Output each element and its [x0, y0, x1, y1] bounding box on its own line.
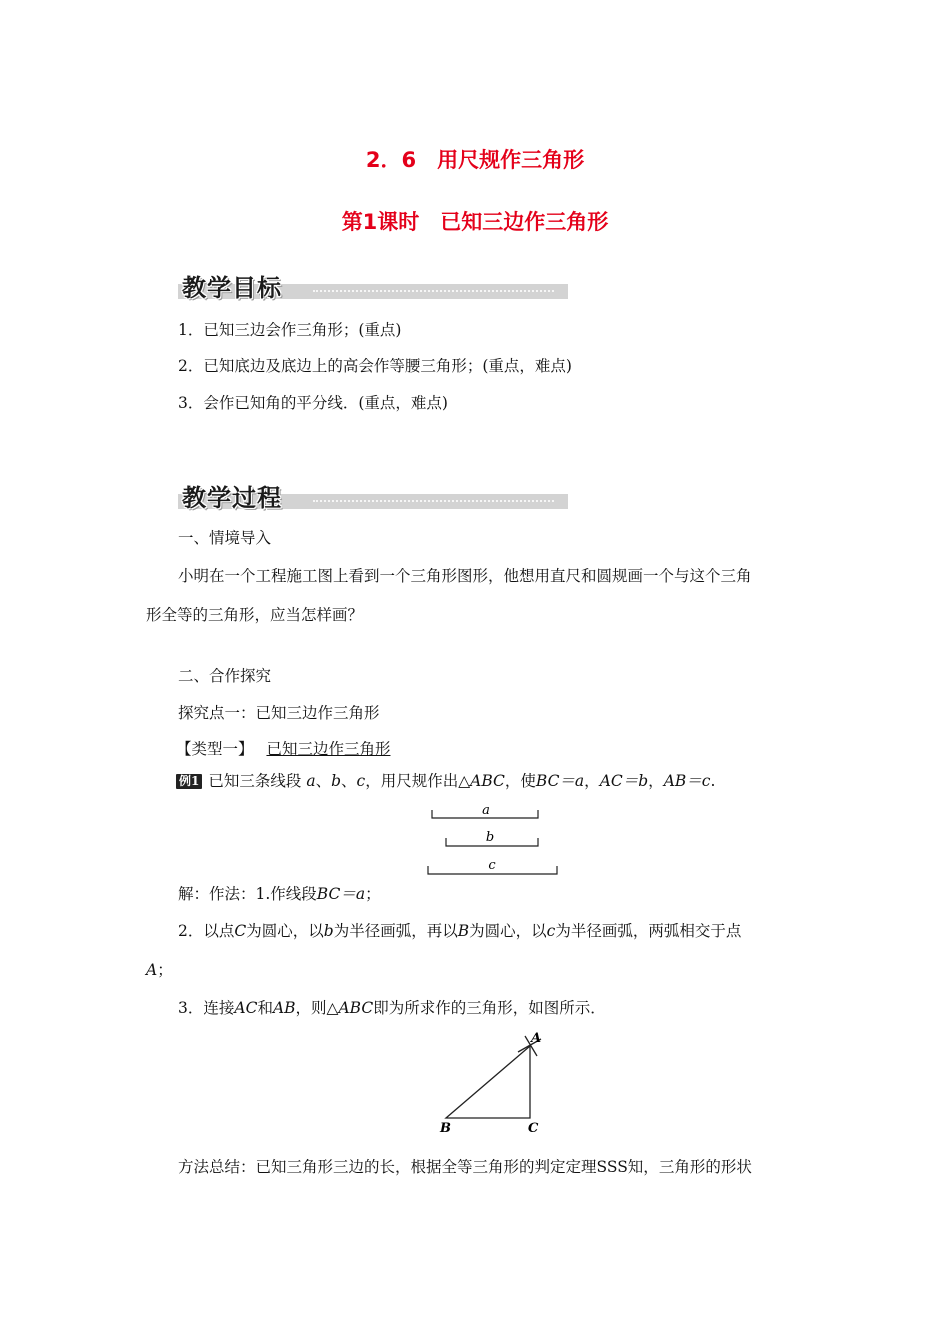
goal-item: 2．已知底边及底边上的高会作等腰三角形；(重点，难点): [178, 357, 572, 375]
goal-item: 3．会作已知角的平分线．(重点，难点): [178, 394, 448, 412]
example-text: ，用尺规作出△: [365, 772, 471, 790]
type-title: 已知三边作三角形: [266, 740, 391, 758]
var: C: [234, 922, 247, 940]
var: a: [306, 772, 316, 790]
text: 为半径画弧，两弧相交于点: [555, 922, 742, 940]
text: 为圆心，以: [469, 922, 547, 940]
example-badge: 例1: [176, 774, 202, 789]
solution-step-2-cont: [146, 960, 173, 980]
text: 为圆心，以: [246, 922, 324, 940]
segment-label-c: c: [488, 858, 496, 873]
text: 2．以点: [178, 922, 235, 940]
solution-step-3: [178, 998, 606, 1018]
condition: BC＝a: [535, 772, 585, 790]
section-title: 2．6 用尺规作三角形: [365, 148, 585, 172]
intro-heading: 一、情境导入: [178, 529, 272, 547]
condition: AB＝c: [663, 772, 711, 790]
var: c: [356, 772, 366, 790]
text: 和: [257, 999, 273, 1017]
triangle-outline: [446, 1046, 530, 1118]
example-text: ，使: [504, 772, 536, 790]
lesson-subtitle: 第1课时 已知三边作三角形: [341, 210, 609, 234]
text: ，则△: [295, 999, 339, 1017]
var: BC＝a: [316, 885, 366, 903]
type-tag: 【类型一】: [176, 740, 254, 758]
solution-step-1: [178, 884, 381, 904]
text: 解：作法：1.作线段: [178, 885, 317, 903]
vertex-label-c: C: [528, 1121, 539, 1136]
vertex-label-a: A: [531, 1031, 542, 1046]
banner-label: 教学目标: [182, 274, 282, 302]
segment-label-a: a: [482, 803, 490, 818]
var: ABC: [338, 999, 374, 1017]
example-text: 已知三条线段: [208, 772, 302, 790]
var: c: [546, 922, 556, 940]
var: A: [146, 961, 158, 979]
triangle-figure: [446, 1036, 541, 1118]
sep: .: [710, 772, 716, 790]
var: AB: [272, 999, 296, 1017]
sep: ，: [648, 772, 664, 790]
var: b: [331, 772, 342, 790]
var: b: [323, 922, 334, 940]
method-summary: 方法总结：已知三角形三边的长，根据全等三角形的判定定理SSS知，三角形的形状: [178, 1158, 752, 1176]
solution-step-2: [178, 921, 741, 941]
text: ；: [365, 885, 381, 903]
var: ABC: [470, 772, 505, 790]
explore-heading: 二、合作探究: [178, 667, 272, 685]
condition: AC＝b: [599, 772, 649, 790]
text: 即为所求作的三角形，如图所示．: [373, 999, 606, 1017]
intro-paragraph-line: 形全等的三角形，应当怎样画？: [146, 606, 364, 624]
vertex-label-b: B: [440, 1121, 451, 1136]
goal-item: 1．已知三边会作三角形；(重点): [178, 321, 402, 339]
var: B: [457, 922, 470, 940]
segment-label-b: b: [485, 830, 495, 845]
explore-point: 探究点一：已知三边作三角形: [178, 704, 380, 722]
example-line: 例1 已知三条线段 a、b、c，用尺规作出△ABC，使BC＝a，AC＝b，AB＝c.: [176, 771, 715, 791]
text: 为半径画弧，再以: [333, 922, 458, 940]
sep: ，: [584, 772, 600, 790]
var: AC: [234, 999, 258, 1017]
text: ；: [157, 961, 173, 979]
text: 3．连接: [178, 999, 235, 1017]
intro-paragraph-line: 小明在一个工程施工图上看到一个三角形图形，他想用直尺和圆规画一个与这个三角: [178, 567, 752, 585]
banner-label: 教学过程: [182, 484, 282, 512]
